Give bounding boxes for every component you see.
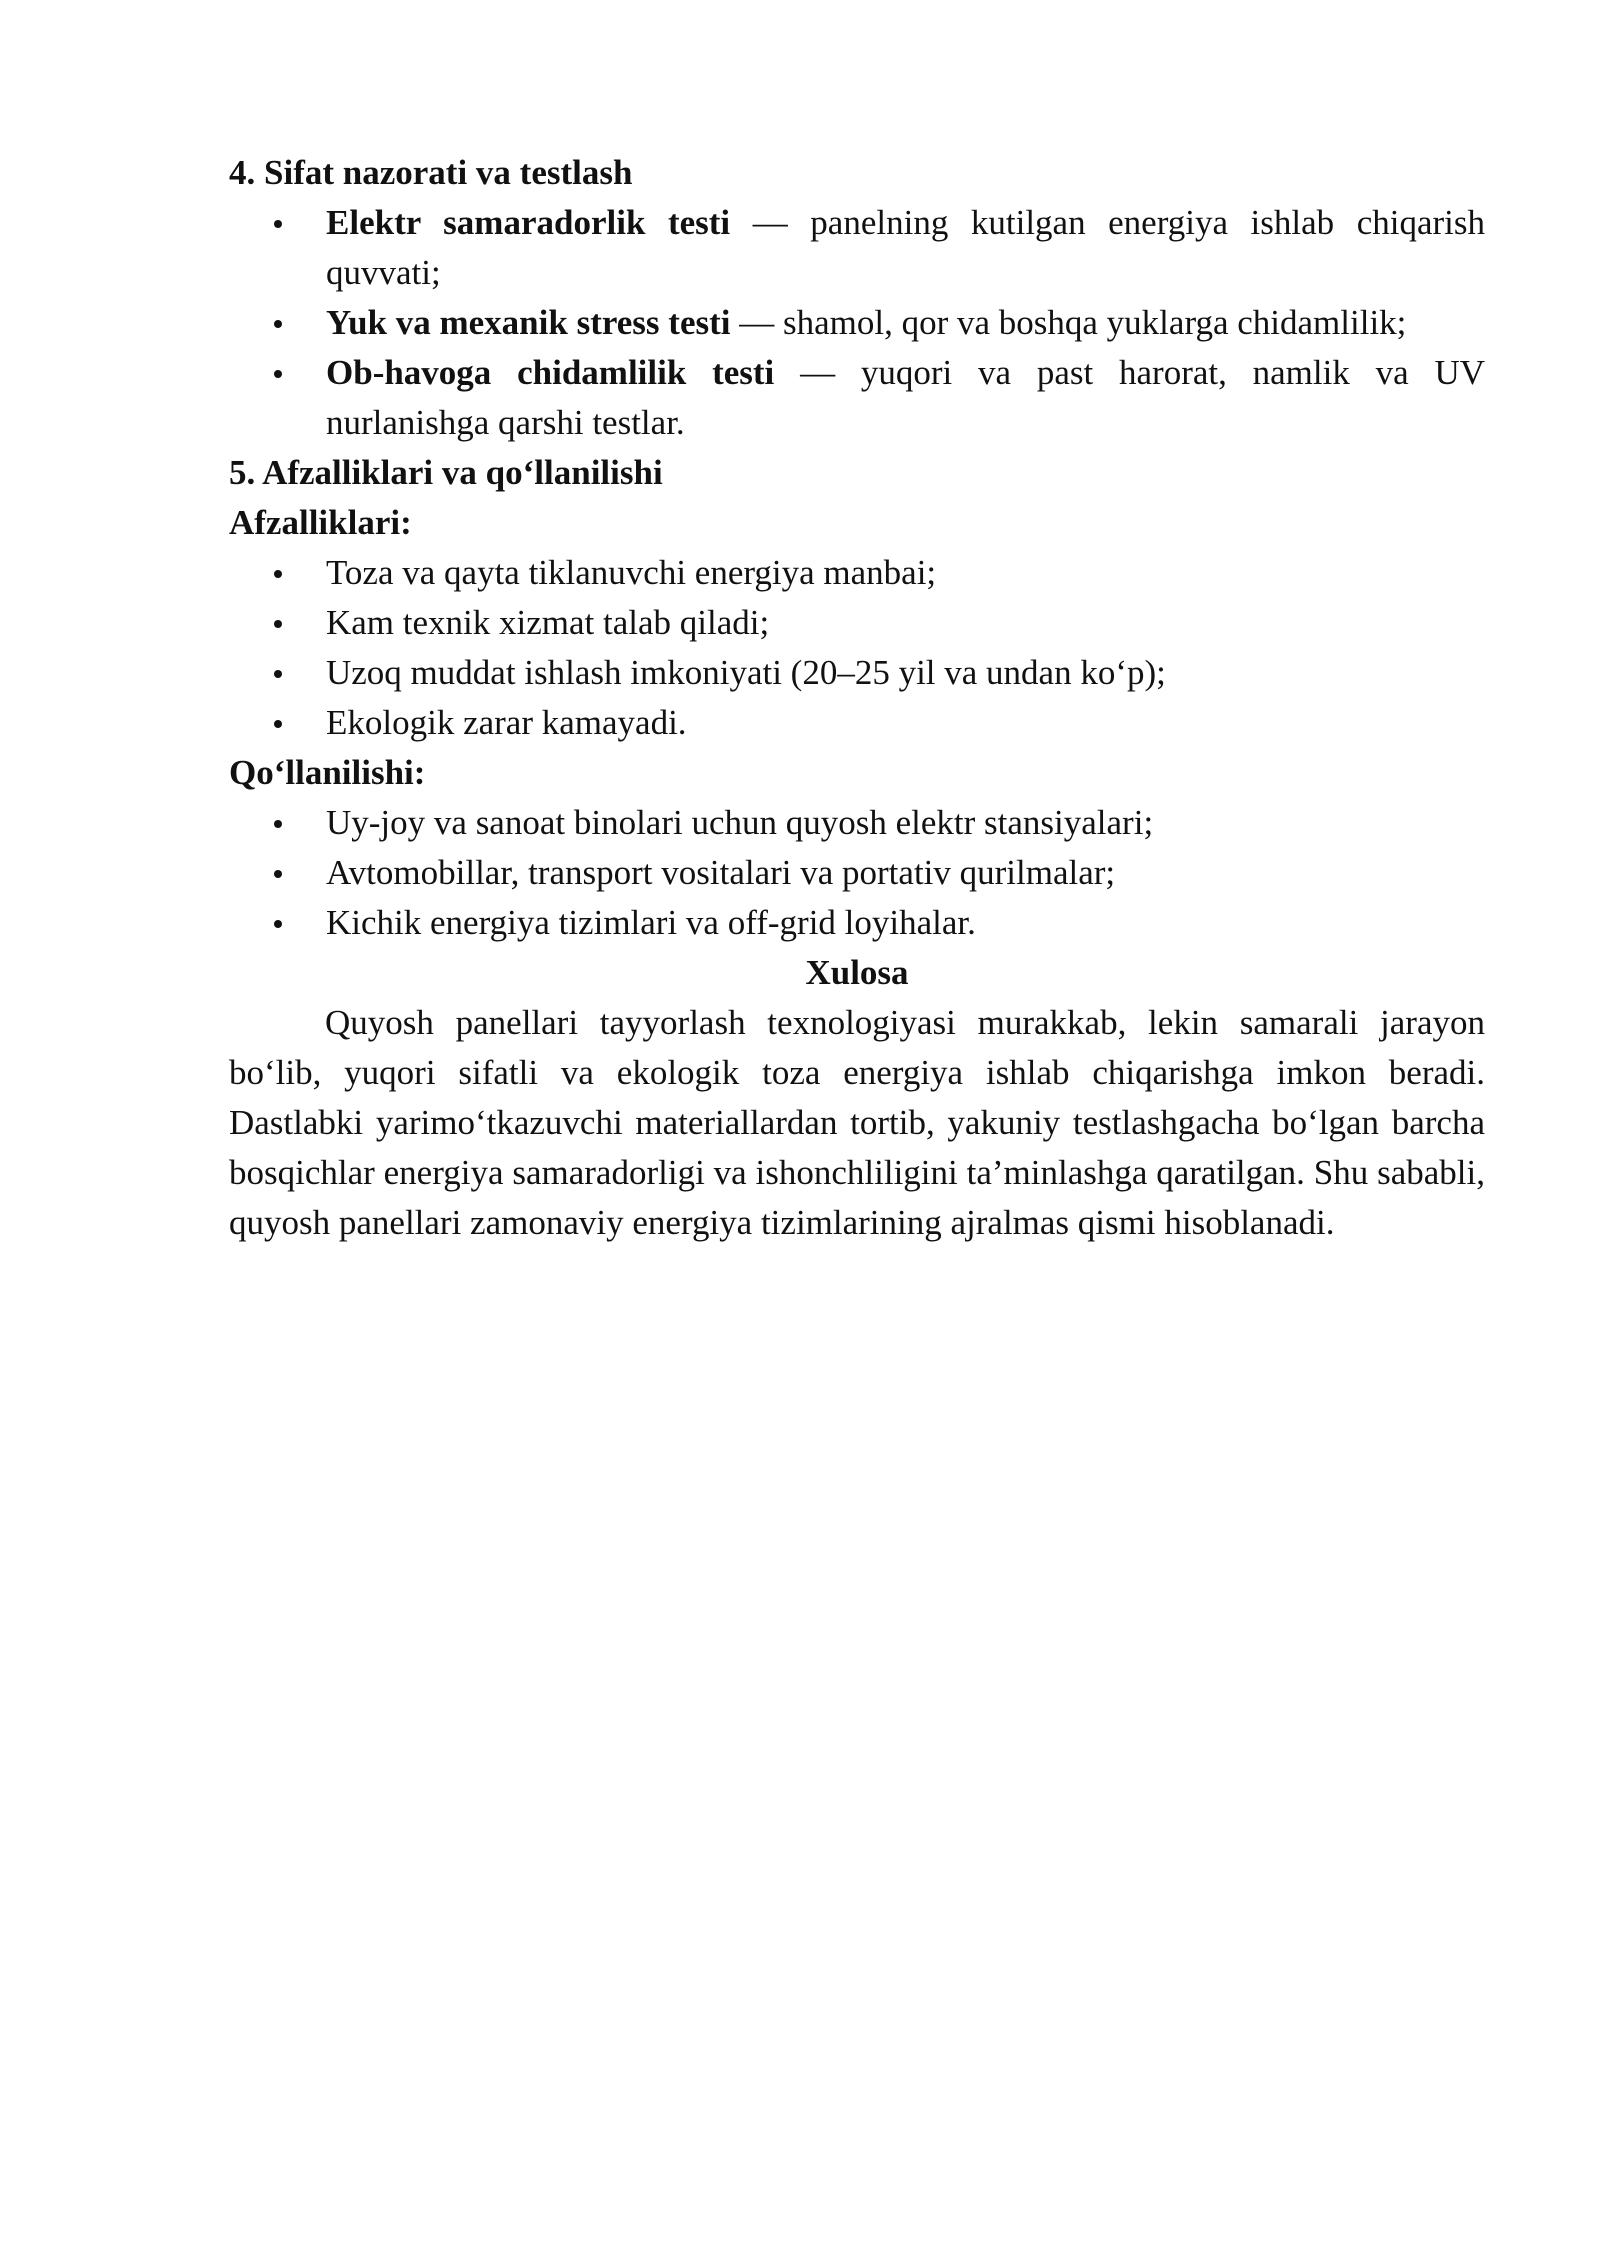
conclusion-title: Xulosa bbox=[805, 953, 909, 992]
list-item-term: Yuk va mexanik stress testi bbox=[326, 303, 731, 342]
list-item-text: panelning kutilgan energiya ishlab chiqarish quvvati; bbox=[326, 203, 1486, 292]
list-item bbox=[326, 298, 1485, 348]
list-item: Avtomobillar, transport vositalari va portativ qurilmalar; bbox=[326, 848, 1485, 898]
list-item-separator: — bbox=[774, 353, 861, 392]
applications-label: Qo‘llanilishi: bbox=[229, 753, 426, 792]
conclusion-paragraph: Quyosh panellari tayyorlash texnologiyasi murakkab, lekin samarali jarayon bo‘lib, yuqori sifatli va ekologik toza energiya ishlab chiqarishga imkon beradi. Dastlabki yarimo‘tkazuvchi materiallardan tortib, yakuniy testlashgacha bo‘lgan barcha bosqichlar energiya samaradorligi va ishonchliligini ta’minlashga qaratilgan. Shu sababli, quyosh panellari zamonaviy energiya tizimlarining ajralmas qismi hisoblanadi. bbox=[229, 1003, 1485, 1242]
list-item: Ekologik zarar kamayadi. bbox=[326, 698, 1485, 748]
list-item-term: Elektr samaradorlik testi bbox=[326, 203, 731, 242]
advantages-list bbox=[229, 548, 1485, 748]
list-item: Toza va qayta tiklanuvchi energiya manbai; bbox=[326, 548, 1485, 598]
list-item: Kam texnik xizmat talab qiladi; bbox=[326, 598, 1485, 648]
page-content bbox=[229, 148, 1485, 1248]
list-item bbox=[326, 348, 1485, 448]
applications-list bbox=[229, 798, 1485, 948]
list-item-separator: — bbox=[730, 203, 811, 242]
list-item-separator: — bbox=[730, 303, 783, 342]
list-item-text: yuqori va past harorat, namlik va UV nurlanishga qarshi testlar. bbox=[326, 353, 1485, 442]
list-item: Uy-joy va sanoat binolari uchun quyosh elektr stansiyalari; bbox=[326, 798, 1485, 848]
list-item-text: shamol, qor va boshqa yuklarga chidamlilik; bbox=[782, 303, 1407, 342]
advantages-label: Afzalliklari: bbox=[229, 503, 412, 542]
list-item-term: Ob-havoga chidamlilik testi bbox=[326, 353, 775, 392]
list-item: Uzoq muddat ishlash imkoniyati (20–25 yil va undan ko‘p); bbox=[326, 648, 1485, 698]
list-item: Kichik energiya tizimlari va off-grid loyihalar. bbox=[326, 898, 1485, 948]
list-item bbox=[326, 198, 1485, 298]
section-5-heading: 5. Afzalliklari va qo‘llanilishi bbox=[229, 453, 663, 492]
section-4-heading: 4. Sifat nazorati va testlash bbox=[229, 153, 633, 192]
quality-tests-list bbox=[229, 198, 1485, 448]
